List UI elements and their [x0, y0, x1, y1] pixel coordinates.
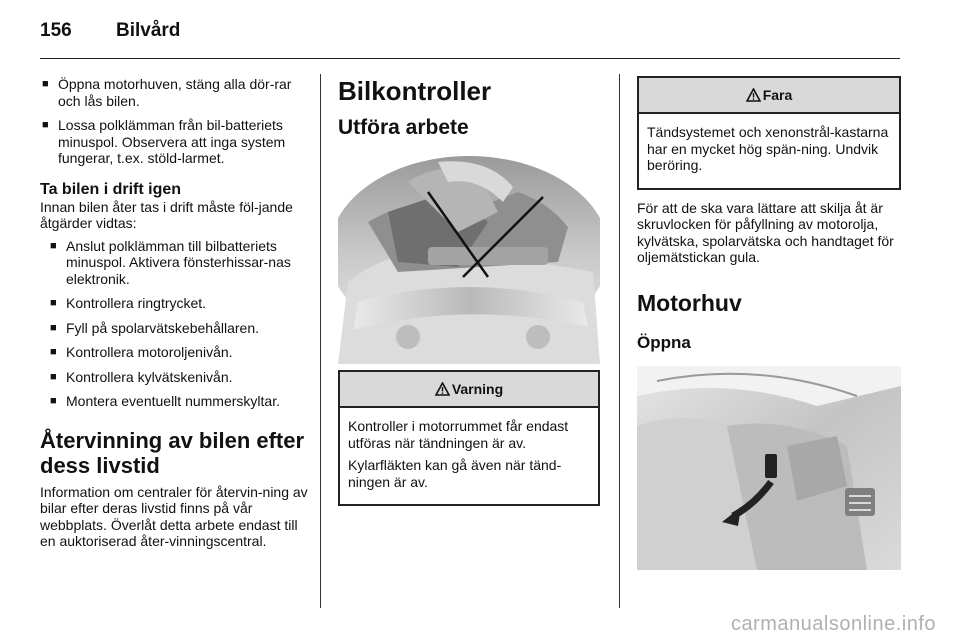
section-title-hood: Motorhuv [637, 289, 742, 316]
column-divider-1 [320, 74, 321, 608]
list-item: ■ Kontrollera ringtrycket. [50, 295, 207, 311]
engine-bay-illustration [338, 152, 600, 364]
bullet-icon: ■ [42, 78, 49, 90]
header-rule [40, 58, 900, 59]
danger-callout-header: Fara [639, 78, 899, 114]
column-right [637, 76, 901, 570]
warning-paragraph: Kontroller i motorrummet får endast utföras när tändningen är av. [348, 418, 569, 451]
list-item: ■ Kontrollera kylvätskenivån. [50, 368, 233, 385]
restart-intro: Innan bilen åter tas i drift måste föl-jande åtgärder vidtas: [40, 198, 293, 231]
color-coding-paragraph: För att de ska vara lättare att skilja åt är skruvlocken för påfyllning av motorolja, kylvätska, spolarvätska och handtaget för oljemätstickan gula. [637, 199, 894, 265]
list-item: ■ Anslut polklämman till bilbatteriets minuspol. Aktivera fönsterhissar-nas elektronik. [50, 237, 291, 287]
section-title-vehicle-checks: Bilkontroller [338, 76, 492, 106]
hood-release-illustration [637, 366, 901, 570]
page-header-title: Bilvård [116, 20, 181, 41]
section-heading-restart: Ta bilen i drift igen [40, 180, 182, 198]
subsection-title-work: Utföra arbete [338, 116, 469, 139]
list-item: ■ Lossa polklämman från bil-batteriets minuspol. Observera att inga system fungerar, t.ex. stöld-larmet. [42, 117, 286, 166]
restart-steps-list [40, 238, 308, 410]
warning-callout-header: Varning [340, 372, 598, 408]
warning-callout-body [340, 408, 598, 504]
warning-paragraph: Kylarfläkten kan gå även när tänd-ningen är av. [348, 457, 562, 490]
danger-callout [637, 76, 901, 190]
warning-callout [338, 370, 600, 506]
warning-triangle-icon [746, 80, 761, 114]
list-item: ■ Montera eventuellt nummerskyltar. [50, 393, 280, 409]
bullet-icon: ■ [42, 119, 49, 131]
list-item: ■ Fyll på spolarvätskebehållaren. [50, 319, 259, 336]
section-heading-recycling: Återvinning av bilen efter dess livstid [40, 427, 305, 478]
list-item: ■ Kontrollera motoroljenivån. [50, 344, 233, 360]
list-item: ■ Öppna motorhuven, stäng alla dör-rar och lås bilen. [42, 76, 292, 109]
subsection-title-open: Öppna [637, 332, 691, 352]
bullet-icon: ■ [50, 395, 57, 407]
column-middle [338, 76, 600, 506]
danger-callout-body [639, 114, 899, 188]
watermark-text: carmanualsonline.info [730, 613, 936, 635]
recycling-text: Information om centraler för återvin-ning av bilar efter deras livstid finns på vår webbplats. Överlåt detta arbete endast till en auktoriserad åter-vinningscentral. [40, 483, 308, 549]
bullet-icon: ■ [50, 239, 57, 252]
bullet-icon: ■ [50, 346, 57, 358]
column-divider-2 [619, 74, 620, 608]
column-left [40, 76, 308, 550]
page-number: 156 [40, 20, 72, 41]
warning-triangle-icon [435, 374, 450, 408]
bullet-icon: ■ [50, 370, 57, 383]
danger-paragraph: Tändsystemet och xenonstrål-kastarna har en mycket hög spän-ning. Undvik beröring. [647, 124, 889, 173]
bullet-icon: ■ [50, 321, 57, 334]
bullet-icon: ■ [50, 297, 57, 309]
storage-steps-list [40, 76, 308, 167]
